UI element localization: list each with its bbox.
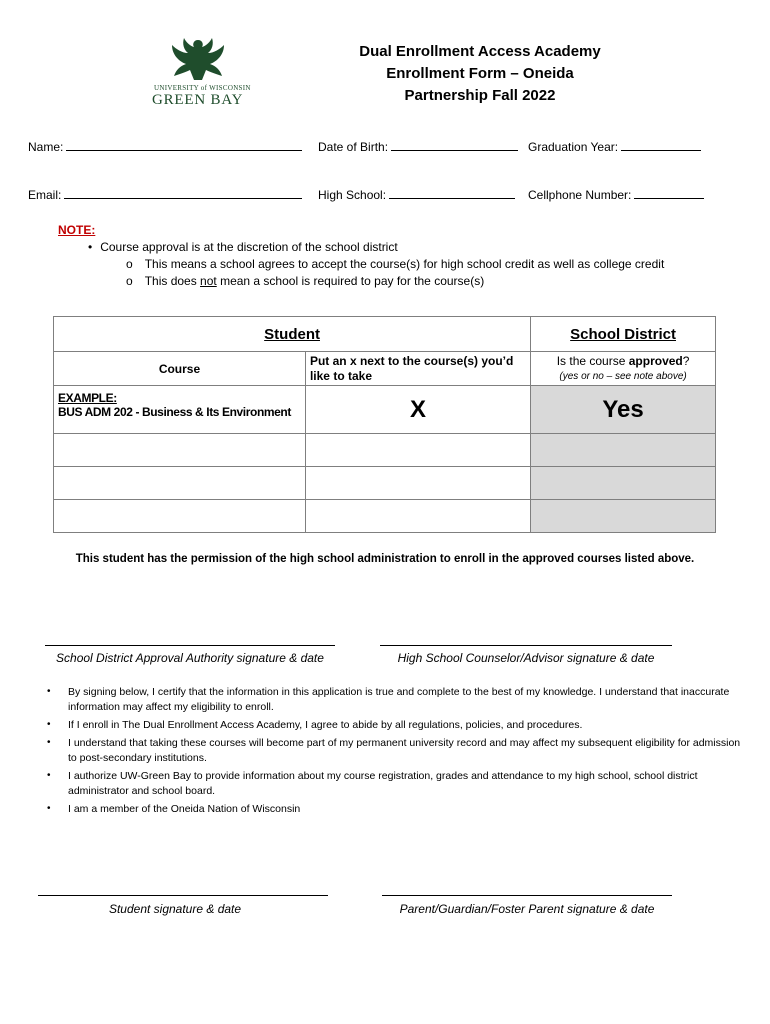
example-approved: Yes <box>531 386 716 434</box>
mark-input-cell[interactable] <box>305 467 530 500</box>
approved-post: ? <box>682 353 690 368</box>
title-line-2: Enrollment Form – Oneida <box>386 65 574 82</box>
student-signature-caption: Student signature & date <box>108 902 242 916</box>
note-bullet <box>88 240 398 254</box>
student-header: Student <box>54 317 531 352</box>
course-input-cell[interactable] <box>54 434 306 467</box>
parent-signature-line[interactable] <box>382 895 672 896</box>
approved-input-cell[interactable] <box>531 500 716 533</box>
email-field[interactable] <box>28 187 302 202</box>
note-bullet-text: Course approval is at the discretion of the school district <box>100 240 398 254</box>
dob-field[interactable] <box>318 139 518 154</box>
cellphone-field[interactable] <box>528 187 704 202</box>
logo-university-text: UNIVERSITY of WISCONSIN <box>154 84 251 92</box>
district-signature-caption: School District Approval Authority signature & date <box>56 651 324 665</box>
title-line-3: Partnership Fall 2022 <box>404 87 556 104</box>
high-school-label: High School: <box>318 188 387 202</box>
title-line-1: Dual Enrollment Access Academy <box>359 43 601 60</box>
district-header: School District <box>531 317 716 352</box>
name-line[interactable] <box>66 139 302 151</box>
logo-green-bay-text: GREEN BAY <box>152 92 244 108</box>
course-column-header: Course <box>54 352 306 386</box>
table-row <box>54 467 716 500</box>
note-sub-1-text: This means a school agrees to accept the course(s) for high school credit as well as college credit <box>144 257 665 271</box>
bullet-icon: • <box>47 686 51 697</box>
district-signature-line[interactable] <box>45 645 335 646</box>
approved-pre: Is the course <box>556 353 629 368</box>
permission-statement: This student has the permission of the high school administration to enroll in the approved courses listed above. <box>75 553 695 565</box>
mark-input-cell[interactable] <box>305 500 530 533</box>
note-label: NOTE: <box>58 223 96 237</box>
bullet-icon: • <box>47 719 51 730</box>
grad-year-field[interactable] <box>528 139 701 154</box>
example-course: BUS ADM 202 - Business & Its Environment <box>58 405 291 419</box>
phoenix-icon <box>150 36 246 82</box>
note-sub-1 <box>126 257 664 271</box>
university-logo <box>150 36 251 110</box>
course-input-cell[interactable] <box>54 467 306 500</box>
circle-bullet-icon: o <box>126 257 133 271</box>
note-sub-2 <box>126 274 484 288</box>
parent-signature-caption: Parent/Guardian/Foster Parent signature & date <box>399 902 655 916</box>
circle-bullet-icon: o <box>126 274 133 288</box>
high-school-field[interactable] <box>318 187 515 202</box>
grad-year-line[interactable] <box>621 139 701 151</box>
bullet-icon: • <box>47 803 51 814</box>
note-sub-2-pre: This does <box>144 274 201 288</box>
mark-column-header: Put an x next to the course(s) you’d like to take <box>305 352 530 386</box>
high-school-line[interactable] <box>389 187 515 199</box>
cellphone-line[interactable] <box>634 187 704 199</box>
dob-label: Date of Birth: <box>318 140 389 154</box>
example-label: EXAMPLE: <box>58 391 117 405</box>
dob-line[interactable] <box>391 139 518 151</box>
note-sub-2-post: mean a school is required to pay for the course(s) <box>216 274 485 288</box>
approved-input-cell[interactable] <box>531 434 716 467</box>
approved-input-cell[interactable] <box>531 467 716 500</box>
certification-item: I authorize UW-Green Bay to provide information about my course registration, grades and attendance to my high school, school district administrator and school board. <box>68 770 698 797</box>
email-label: Email: <box>28 188 62 202</box>
email-line[interactable] <box>64 187 302 199</box>
approved-note: (yes or no – see note above) <box>559 370 687 382</box>
student-signature-line[interactable] <box>38 895 328 896</box>
example-mark: X <box>305 386 530 434</box>
certification-item: I understand that taking these courses will become part of my permanent university record and may affect my subsequent eligibility for admission to post-secondary institutions. <box>68 737 741 764</box>
name-label: Name: <box>28 140 64 154</box>
bullet-icon: • <box>47 770 51 781</box>
example-course-cell <box>54 386 306 434</box>
grad-year-label: Graduation Year: <box>528 140 619 154</box>
certification-item: By signing below, I certify that the information in this application is true and complete to the best of my knowledge. I understand that inaccurate information may affect my eligibility to enroll. <box>68 686 730 713</box>
bullet-icon: • <box>88 240 93 254</box>
counselor-signature-caption: High School Counselor/Advisor signature & date <box>397 651 655 665</box>
certification-item: I am a member of the Oneida Nation of Wisconsin <box>68 803 301 815</box>
table-row <box>54 500 716 533</box>
counselor-signature-line[interactable] <box>380 645 672 646</box>
mark-input-cell[interactable] <box>305 434 530 467</box>
bullet-icon: • <box>47 737 51 748</box>
approved-column-header <box>531 352 716 386</box>
cellphone-label: Cellphone Number: <box>528 188 632 202</box>
name-field[interactable] <box>28 139 302 154</box>
approved-em: approved <box>628 353 683 368</box>
certification-item: If I enroll in The Dual Enrollment Access Academy, I agree to abide by all regulations, policies, and procedures. <box>68 719 583 731</box>
course-input-cell[interactable] <box>54 500 306 533</box>
form-title <box>260 41 700 107</box>
note-sub-2-em: not <box>200 274 217 288</box>
table-row <box>54 434 716 467</box>
course-table <box>53 316 716 533</box>
